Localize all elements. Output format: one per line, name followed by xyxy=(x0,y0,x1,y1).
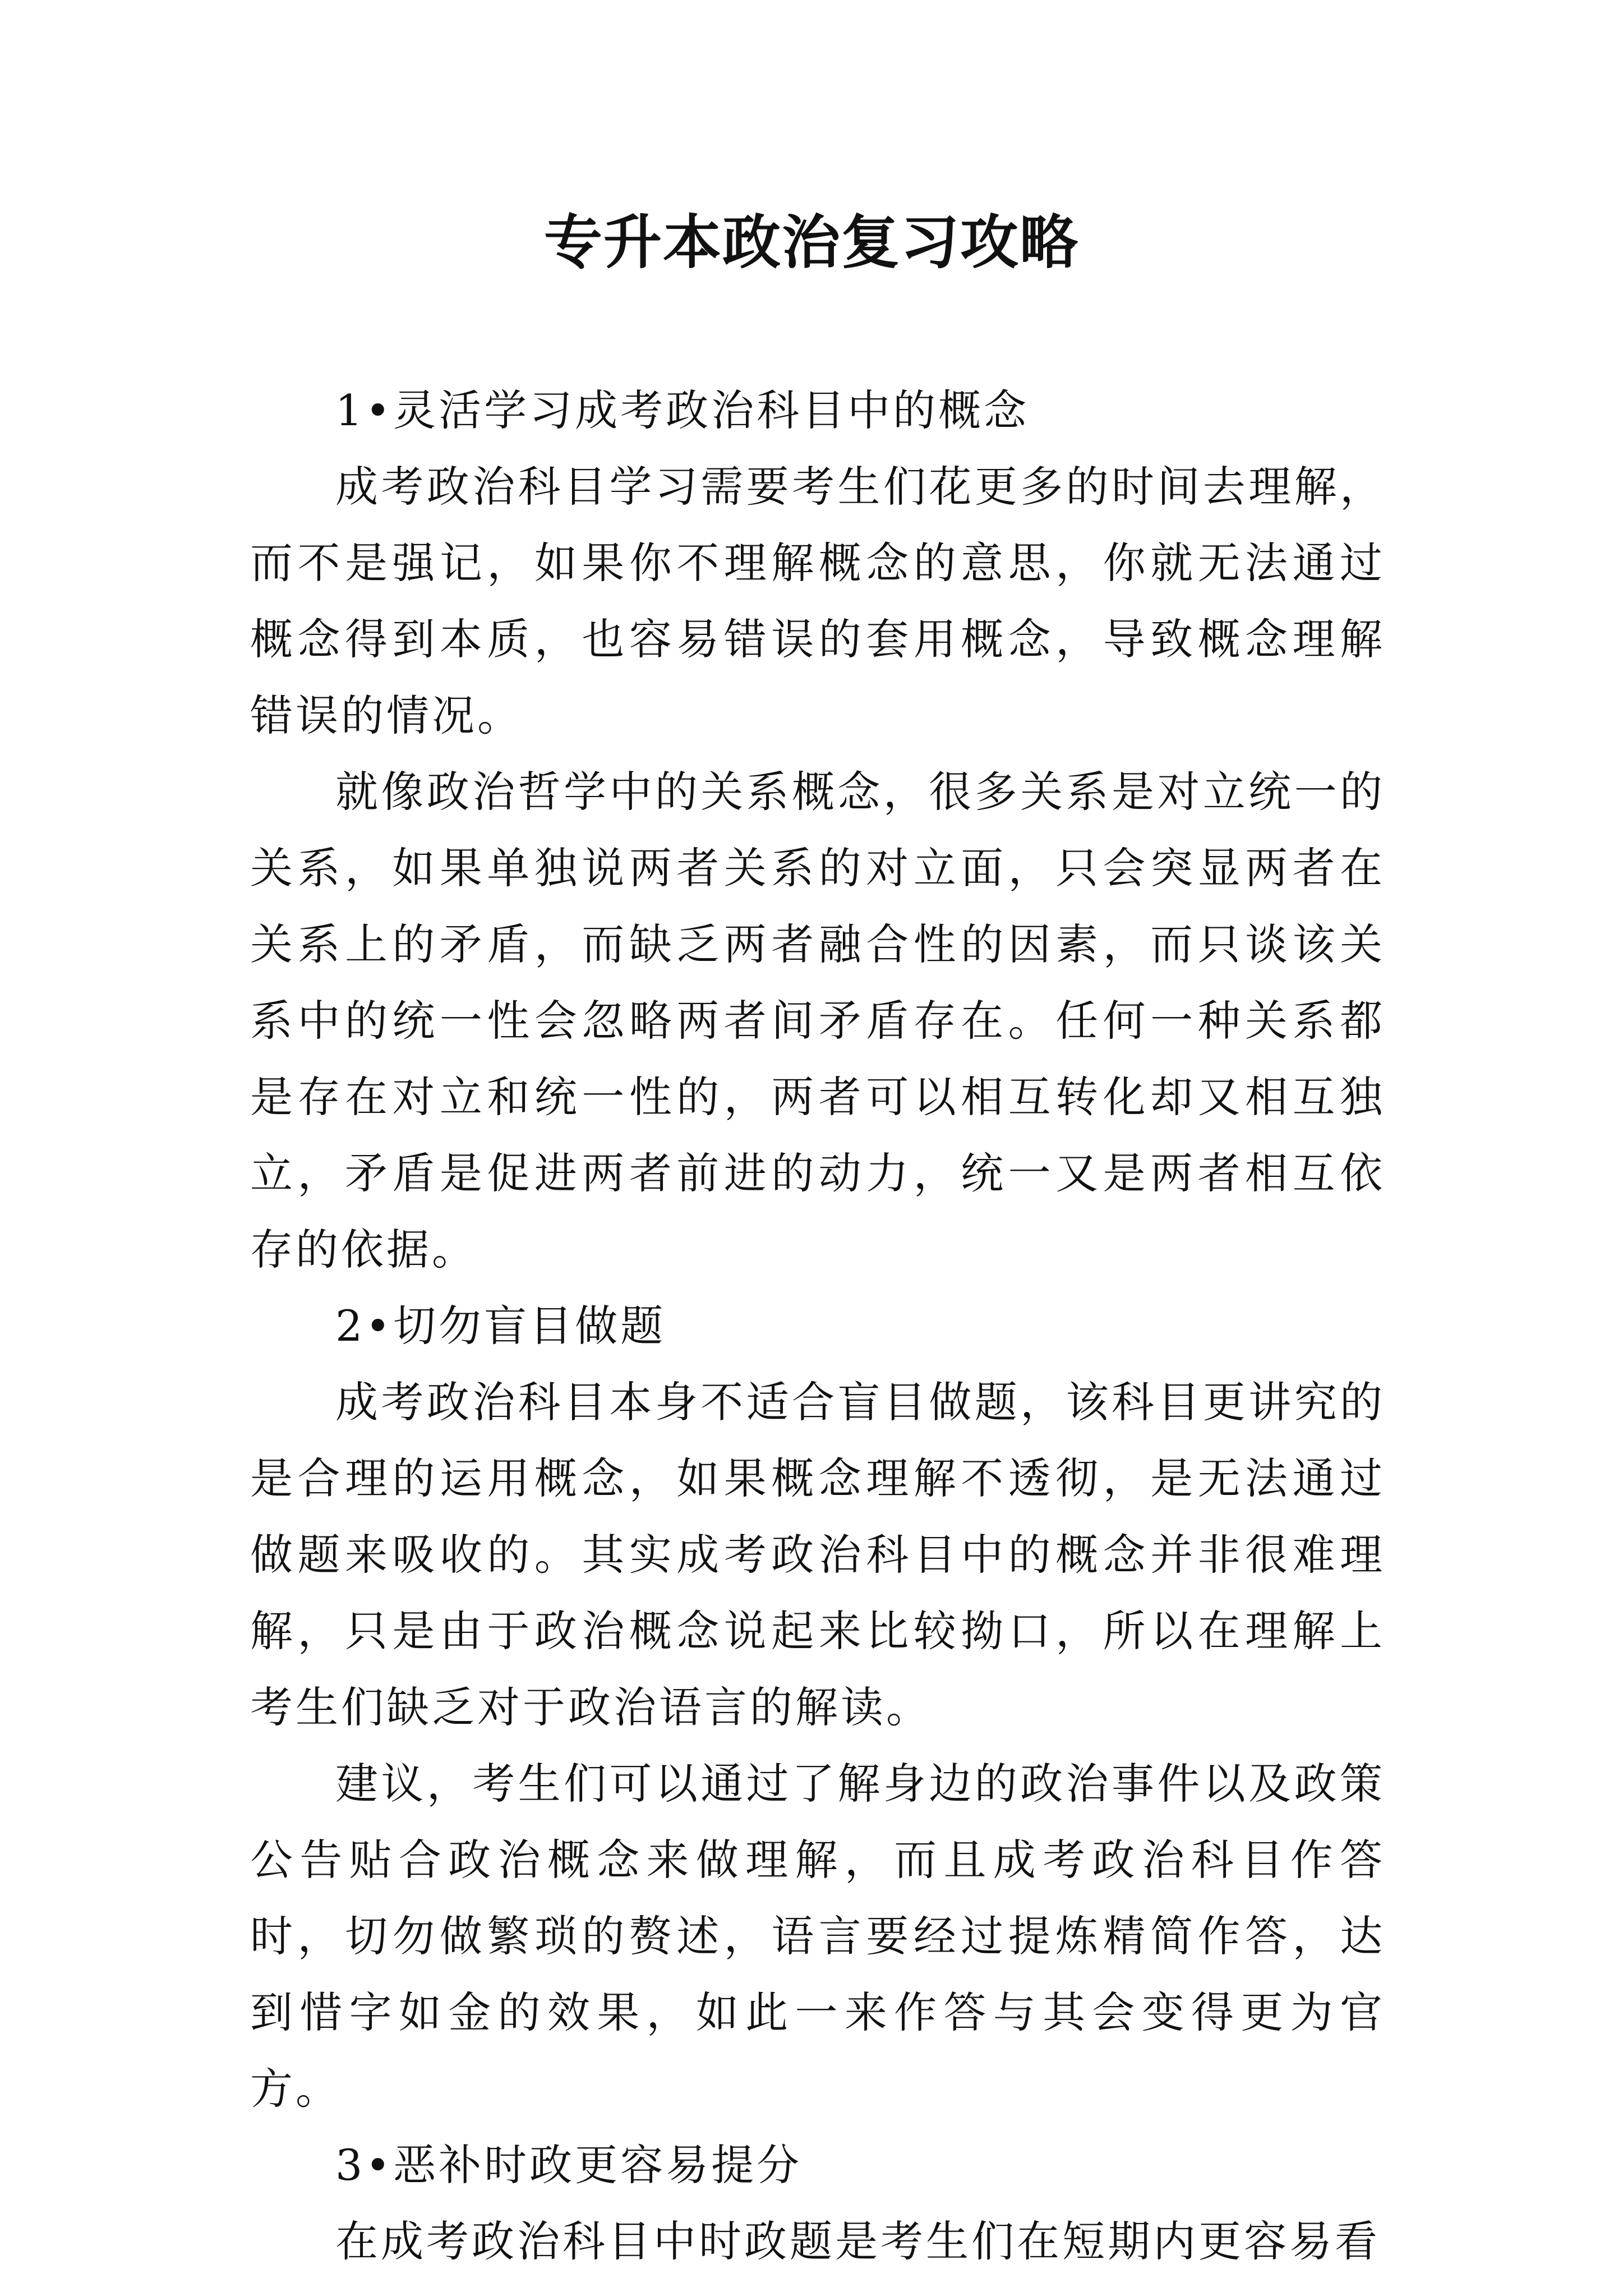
paragraph: 成考政治科目学习需要考生们花更多的时间去理解，而不是强记，如果你不理解概念的意思，你就无法通过概念得到本质，也容易错误的套用概念，导致概念理解错误的情况。 xyxy=(250,462,1385,740)
paragraph: 建议，考生们可以通过了解身边的政治事件以及政策公告贴合政治概念来做理解，而且成考政治科目作答时，切勿做繁琐的赘述，语言要经过提炼精简作答，达到惜字如金的效果，如此一来作答与其会变得更为官方。 xyxy=(250,1759,1385,2114)
section-heading-1: 1•灵活学习成考政治科目中的概念 xyxy=(335,385,1030,435)
paragraph: 就像政治哲学中的关系概念，很多关系是对立统一的关系，如果单独说两者关系的对立面，只会突显两者在关系上的矛盾，而缺乏两者融合性的因素，而只谈该关系中的统一性会忽略两者间矛盾存在。任何一种关系都是存在对立和统一性的，两者可以相互转化却又相互独立，矛盾是促进两者前进的动力，统一又是两者相互依存的依据。 xyxy=(250,767,1385,1274)
section-heading-3: 3•恶补时政更容易提分 xyxy=(335,2140,803,2190)
paragraph: 在成考政治科目中时政题是考生们在短期内更容易看 xyxy=(335,2216,1380,2266)
paragraph: 成考政治科目本身不适合盲目做题，该科目更讲究的是合理的运用概念，如果概念理解不透彻，是无法通过做题来吸收的。其实成考政治科目中的概念并非很难理解，只是由于政治概念说起来比较拗口，所以在理解上考生们缺乏对于政治语言的解读。 xyxy=(250,1377,1385,1732)
document-title: 专升本政治复习攻略 xyxy=(543,208,1079,277)
document-body xyxy=(250,372,1385,2280)
section-heading-2: 2•切勿盲目做题 xyxy=(335,1301,666,1351)
